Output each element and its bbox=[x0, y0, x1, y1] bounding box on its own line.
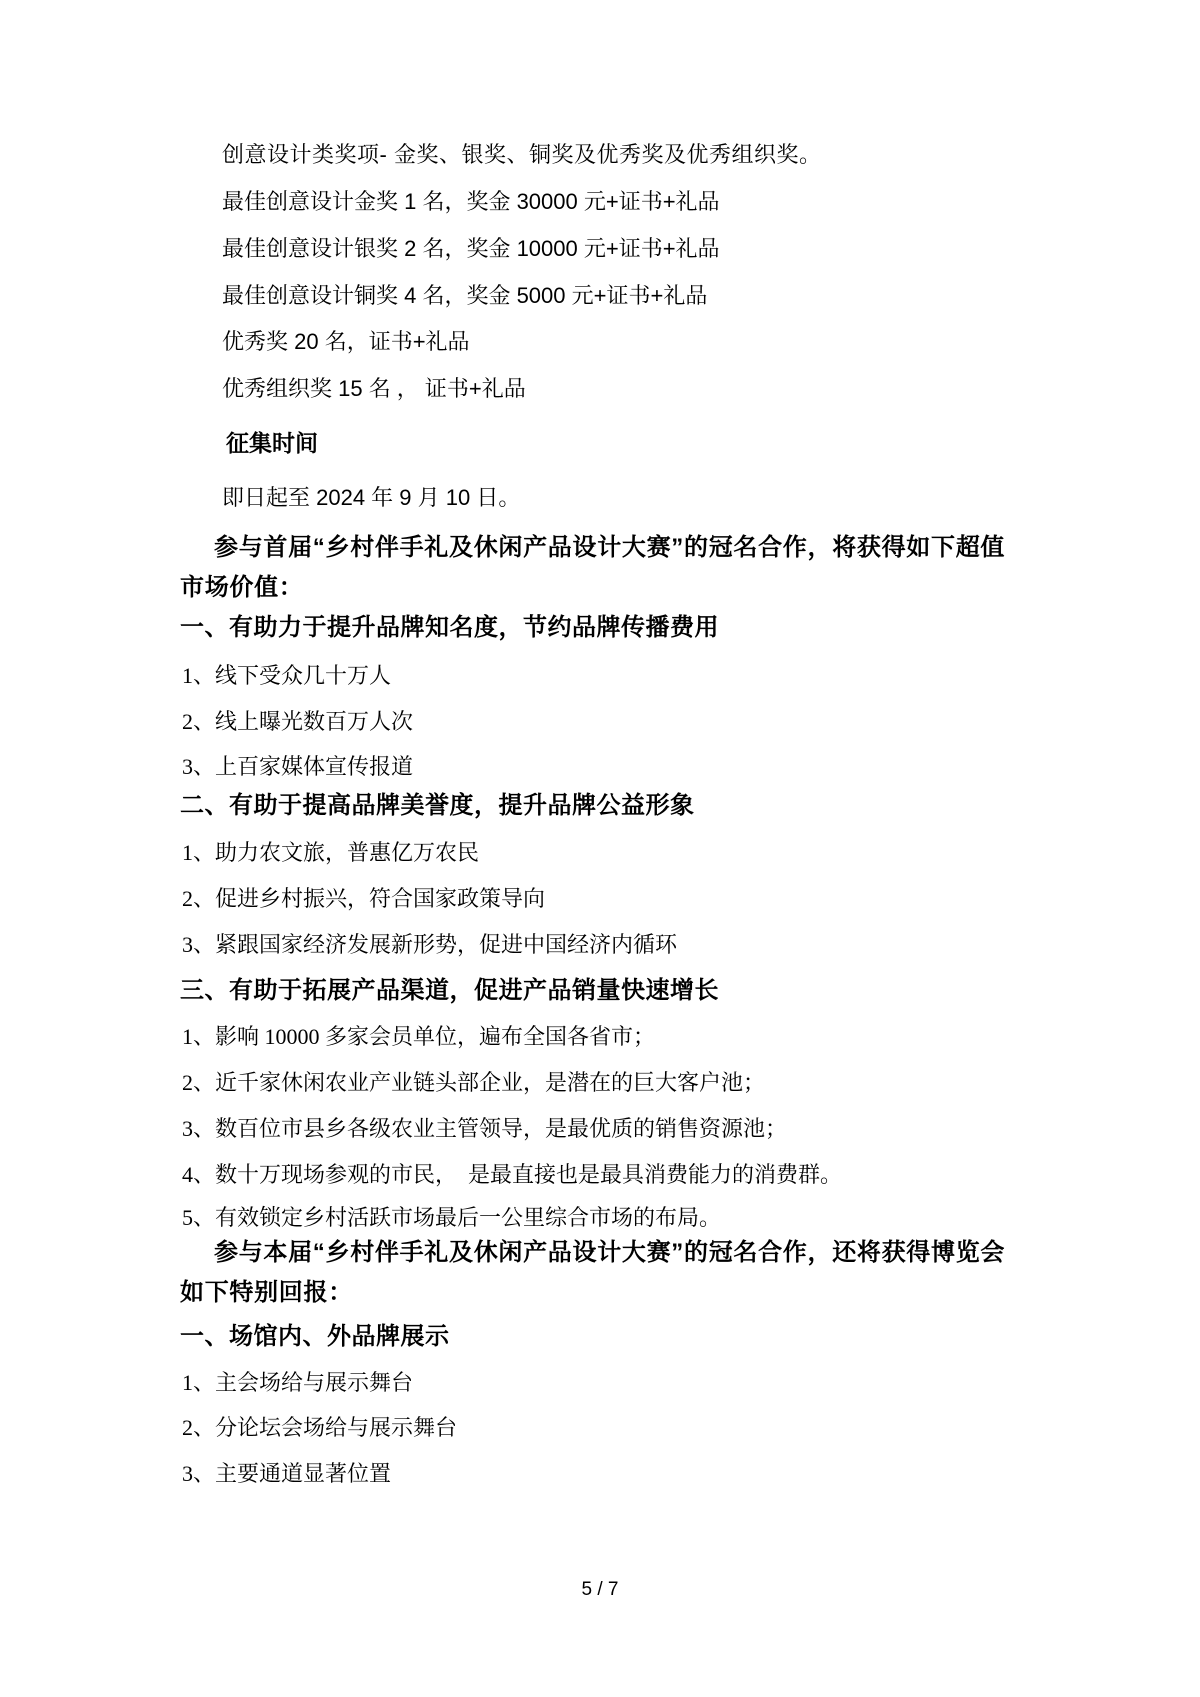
award-organization-line: 优秀组织奖 15 名 ， 证书+礼品 bbox=[222, 376, 526, 401]
brand-value-s3-item-1: 1、影响 10000 多家会员单位，遍布全国各省市； bbox=[182, 1024, 656, 1049]
brand-value-s1-item-3: 3、上百家媒体宣传报道 bbox=[182, 754, 414, 779]
page-number: 5 / 7 bbox=[581, 1579, 619, 1600]
expo-returns-s1-item-3: 3、主要通道显著位置 bbox=[182, 1461, 392, 1486]
expo-returns-intro-line-1: 参与本届“乡村伴手礼及休闲产品设计大赛”的冠名合作，还将获得博览会 bbox=[214, 1239, 1006, 1266]
brand-value-s2-item-2: 2、促进乡村振兴，符合国家政策导向 bbox=[182, 886, 546, 911]
award-excellence-line: 优秀奖 20 名，证书+礼品 bbox=[222, 329, 470, 354]
brand-value-s1-item-1: 1、线下受众几十万人 bbox=[182, 663, 392, 688]
award-silver-line: 最佳创意设计银奖 2 名，奖金 10000 元+证书+礼品 bbox=[222, 236, 720, 261]
collection-time-date: 即日起至 2024 年 9 月 10 日。 bbox=[222, 485, 521, 510]
award-gold-line: 最佳创意设计金奖 1 名，奖金 30000 元+证书+礼品 bbox=[222, 189, 720, 214]
brand-value-s3-item-3: 3、数百位市县乡各级农业主管领导，是最优质的销售资源池； bbox=[182, 1116, 788, 1141]
award-bronze-line: 最佳创意设计铜奖 4 名，奖金 5000 元+证书+礼品 bbox=[222, 283, 708, 308]
expo-returns-s1-item-1: 1、主会场给与展示舞台 bbox=[182, 1370, 414, 1395]
brand-value-section-3-heading: 三、有助于拓展产品渠道，促进产品销量快速增长 bbox=[180, 978, 719, 1004]
brand-value-intro-line-2: 市场价值： bbox=[180, 574, 304, 601]
brand-value-s1-item-2: 2、线上曝光数百万人次 bbox=[182, 709, 414, 734]
expo-returns-section-1-heading: 一、场馆内、外品牌展示 bbox=[180, 1324, 450, 1350]
brand-value-section-2-heading: 二、有助于提高品牌美誉度，提升品牌公益形象 bbox=[180, 793, 695, 819]
brand-value-s3-item-4: 4、数十万现场参观的市民， 是最直接也是最具消费能力的消费群。 bbox=[182, 1162, 843, 1187]
expo-returns-s1-item-2: 2、分论坛会场给与展示舞台 bbox=[182, 1415, 458, 1440]
brand-value-s3-item-5: 5、有效锁定乡村活跃市场最后一公里综合市场的布局。 bbox=[182, 1205, 722, 1230]
brand-value-s2-item-3: 3、紧跟国家经济发展新形势，促进中国经济内循环 bbox=[182, 932, 678, 957]
brand-value-s3-item-2: 2、近千家休闲农业产业链头部企业，是潜在的巨大客户池； bbox=[182, 1070, 766, 1095]
brand-value-intro-line-1: 参与首届“乡村伴手礼及休闲产品设计大赛”的冠名合作，将获得如下超值 bbox=[214, 534, 1006, 561]
award-category-line: 创意设计类奖项- 金奖、银奖、铜奖及优秀奖及优秀组织奖。 bbox=[222, 142, 822, 167]
collection-time-heading: 征集时间 bbox=[226, 430, 318, 456]
brand-value-s2-item-1: 1、助力农文旅，普惠亿万农民 bbox=[182, 840, 480, 865]
expo-returns-intro-line-2: 如下特别回报： bbox=[180, 1279, 353, 1306]
brand-value-section-1-heading: 一、有助力于提升品牌知名度，节约品牌传播费用 bbox=[180, 615, 719, 641]
